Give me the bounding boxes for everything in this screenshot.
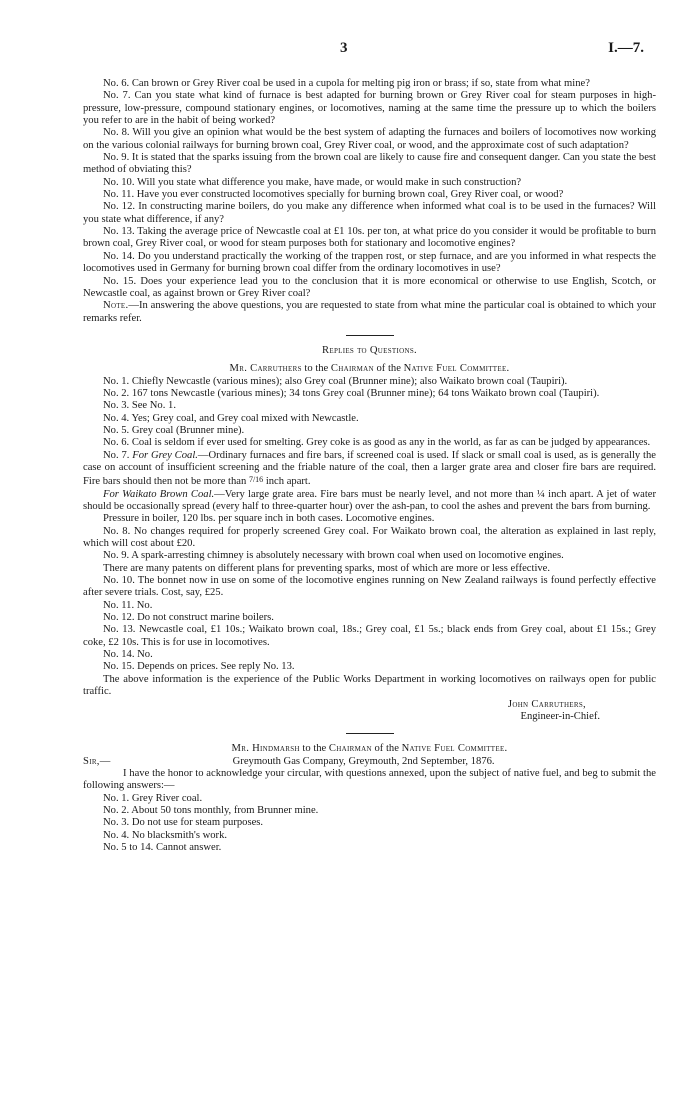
carruthers-answer-7-pressure: Pressure in boiler, 120 lbs. per square inch in both cases. Locomotive engines. [103, 513, 435, 525]
hindmarsh-heading-of: of the [371, 743, 402, 755]
hindmarsh-address: Greymouth Gas Company, Greymouth, 2nd September, 1876. [232, 755, 495, 767]
hindmarsh-salutation: Sir,— [83, 755, 111, 767]
answer-7-waikato-text-b: inch apart. A jet of water should be occasionally spread (every half to three-quarter hour) over the ash-pan, to cool the ashes and prevent the bars from burning. [83, 488, 657, 512]
hindmarsh-salutation-line [83, 756, 656, 768]
carruthers-answer-2: No. 2. 167 tons Newcastle (various mines); 34 tons Grey coal (Brunner mine); 64 tons Waikato brown coal (Taupiri). [103, 387, 600, 399]
hindmarsh-letter [83, 756, 656, 855]
hindmarsh-answer-5-14: No. 5 to 14. Cannot answer. [103, 841, 222, 853]
hindmarsh-answer-4: No. 4. No blacksmith's work. [103, 829, 228, 841]
question-13: No. 13. Taking the average price of Newcastle coal at £1 10s. per ton, at what price do you consider it would be profitable to burn brown coal, Grey River coal, or wood for steam purposes both for stationary and locomotive engines? [83, 226, 656, 250]
carruthers-answer-10: No. 10. The bonnet now in use on some of the locomotive engines running on New Zealand railways is found perfectly effective after severe trials. Cost, say, £25. [83, 575, 656, 599]
carruthers-answer-3: No. 3. See No. 1. [103, 400, 176, 412]
hindmarsh-heading-name: Mr. Hindmarsh [231, 743, 300, 755]
answer-7-text-b: inch apart. [263, 476, 311, 488]
note-text: —In answering the above questions, you are requested to state from what mine the particular coal is obtained to which your remarks refer. [83, 300, 656, 324]
carruthers-answer-9-patents: There are many patents on different plans for preventing sparks, most of which are more or less effective. [103, 562, 551, 574]
carruthers-heading-committee: Native Fuel Committee. [403, 363, 510, 375]
hindmarsh-heading [83, 743, 656, 755]
note-label: Note. [103, 300, 129, 312]
replies-heading: Replies to Questions. [322, 344, 417, 356]
carruthers-signature-name: John Carruthers, [507, 698, 586, 710]
page-number: 3 [340, 40, 348, 56]
carruthers-answer-11: No. 11. No. [103, 599, 153, 611]
hindmarsh-intro: I have the honor to acknowledge your circular, with questions annexed, upon the subject of native fuel, and beg to submit the following answers:— [83, 767, 656, 792]
hindmarsh-heading-to: to the [299, 743, 329, 755]
hindmarsh-answer-3: No. 3. Do not use for steam purposes. [103, 817, 264, 829]
carruthers-answer-1: No. 1. Chiefly Newcastle (various mines); also Grey coal (Brunner mine); also Waikato brown coal (Taupiri). [103, 375, 568, 387]
hindmarsh-heading-committee: Native Fuel Committee. [401, 743, 508, 755]
carruthers-answer-7 [83, 450, 656, 489]
carruthers-answer-14: No. 14. No. [103, 649, 153, 661]
carruthers-answer-12: No. 12. Do not construct marine boilers. [103, 612, 274, 624]
answer-7-waikato-text-a: —Very large grate area. Fire bars must be nearly level, and not more than [214, 488, 537, 500]
page-header [0, 42, 700, 62]
answer-7-grey-coal-label: For Grey Coal. [132, 449, 198, 461]
carruthers-replies [83, 376, 656, 724]
carruthers-answer-13: No. 13. Newcastle coal, £1 10s.; Waikato brown coal, 18s.; Grey coal, £1 5s.; black ends from Grey coal, about £1 15s.; Grey coke, £2 10s. This is for use in locomotives. [83, 624, 656, 648]
section-divider [346, 335, 394, 336]
question-10: No. 10. Will you state what difference you make, have made, or would make in such construction? [103, 176, 522, 188]
carruthers-answer-8: No. 8. No changes required for properly screened Grey coal. For Waikato brown coal, the alteration as explained in last reply, which will cost about £20. [83, 525, 656, 550]
question-15: No. 15. Does your experience lead you to the conclusion that it is more economical or otherwise to use English, Scotch, or Newcastle coal, as against brown or Grey River coal? [83, 275, 656, 299]
question-11: No. 11. Have you ever constructed locomotives specially for burning brown coal, Grey River coal, or wood? [103, 189, 564, 201]
carruthers-answer-9: No. 9. A spark-arresting chimney is absolutely necessary with brown coal when used on locomotive engines. [103, 550, 564, 562]
carruthers-signature-title: Engineer-in-Chief. [520, 710, 600, 722]
section-divider-2 [346, 733, 394, 734]
question-8: No. 8. Will you give an opinion what would be the best system of adapting the furnaces and boilers of locomotives now working on the various colonial railways for burning brown coal, Grey River coal, or wood, and the approximate cost of such adaptation? [83, 127, 656, 151]
carruthers-heading [83, 363, 656, 375]
question-14: No. 14. Do you understand practically the working of the trappen rost, or step furnace, and are you informed in what respects the locomotives used in Germany for burning brown coal differ from the ordinary locomotives in use? [83, 250, 656, 275]
carruthers-heading-of: of the [373, 363, 404, 375]
question-6: No. 6. Can brown or Grey River coal be used in a cupola for melting pig iron or brass; if so, state from what mine? [103, 78, 590, 89]
carruthers-answer-4: No. 4. Yes; Grey coal, and Grey coal mixed with Newcastle. [103, 412, 359, 424]
hindmarsh-answer-2: No. 2. About 50 tons monthly, from Brunner mine. [103, 804, 319, 816]
questions-list [83, 78, 656, 325]
answer-7-waikato-label: For Waikato Brown Coal. [103, 488, 215, 500]
hindmarsh-heading-chairman: Chairman [328, 743, 372, 755]
carruthers-heading-name: Mr. Carruthers [229, 363, 302, 375]
question-7: No. 7. Can you state what kind of furnace is best adapted for burning brown or Grey River coal for steam purposes in high-pressure, low-pressure, compound stationary engines, or locomotives, naming at the same time the pressure up to which the boilers you refer to are in the habit of being worked? [83, 90, 656, 127]
note-paragraph [83, 300, 656, 325]
document-reference: I.—7. [608, 40, 644, 56]
question-12: No. 12. In constructing marine boilers, do you make any difference when informed what coal is to be used in the furnaces? Will you state what difference, if any? [83, 201, 656, 225]
carruthers-heading-to: to the [301, 363, 331, 375]
answer-7-prefix: No. 7. [103, 449, 133, 461]
answer-7-waikato-fraction: ¼ [536, 488, 545, 500]
carruthers-answer-7-waikato [83, 489, 656, 514]
page-body [83, 78, 656, 854]
carruthers-answer-6: No. 6. Coal is seldom if ever used for smelting. Grey coke is as good as any in the world, as far as can be judged by appearances. [103, 437, 651, 449]
carruthers-heading-chairman: Chairman [330, 363, 374, 375]
answer-7-fraction: 7/16 [248, 475, 264, 485]
hindmarsh-answer-1: No. 1. Grey River coal. [103, 792, 203, 804]
carruthers-closing: The above information is the experience of the Public Works Department in working locomotives on railways open for public traffic. [83, 673, 656, 698]
carruthers-answer-5: No. 5. Grey coal (Brunner mine). [103, 424, 245, 436]
carruthers-answer-15: No. 15. Depends on prices. See reply No. 13. [103, 661, 295, 673]
question-9: No. 9. It is stated that the sparks issuing from the brown coal are likely to cause fire and consequent danger. Can you state the best method of obviating this? [83, 152, 656, 176]
answer-7-text-a: —Ordinary furnaces and fire bars, if screened coal is used. If slack or small coal is used, as is generally the case on account of insufficient screening and the friable nature of the coal, then a larger grate area and closer fire bars are required. Fire bars should then not be more than [83, 449, 656, 488]
